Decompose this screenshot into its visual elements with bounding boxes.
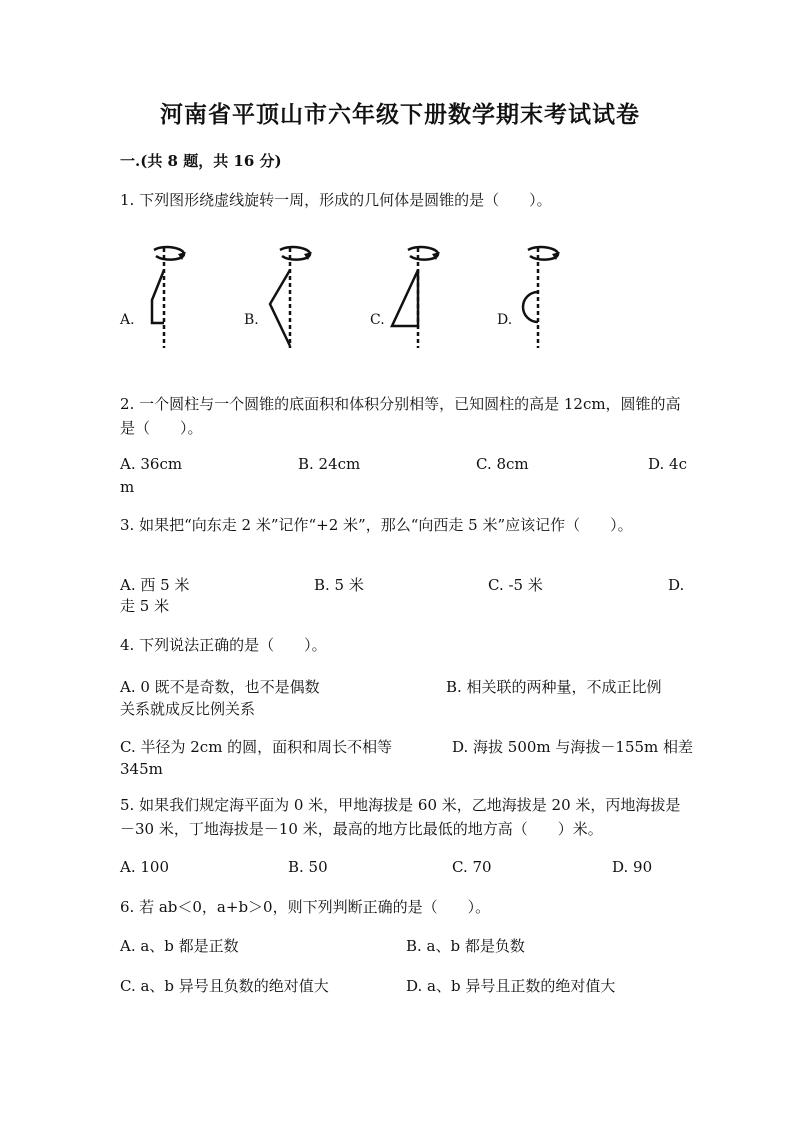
question-6: 6. 若 ab＜0，a+b＞0，则下列判断正确的是（ ）。 [120,898,491,916]
q3-option-b: B. 5 米 [314,576,364,594]
q4-option-c: C. 半径为 2cm 的圆，面积和周长不相等 [120,738,393,756]
q1-figure-d [512,240,582,350]
q6-option-b: B. a、b 都是负数 [406,937,525,955]
q6-option-c: C. a、b 异号且负数的绝对值大 [120,977,329,995]
q3-option-a: A. 西 5 米 [120,576,190,594]
question-2: 2. 一个圆柱与一个圆锥的底面积和体积分别相等，已知圆柱的高是 12cm，圆锥的高是（ ）。 [120,395,681,437]
question-1: 1. 下列图形绕虚线旋转一周，形成的几何体是圆锥的是（ ）。 [120,191,552,209]
q2-option-d-wrap: m [120,478,135,496]
q6-option-d: D. a、b 异号且正数的绝对值大 [406,977,616,995]
q2-option-d: D. 4c [648,455,687,473]
q2-option-c: C. 8cm [476,455,529,473]
question-5: 5. 如果我们规定海平面为 0 米，甲地海拔是 60 米，乙地海拔是 20 米，丙地海拔是－30 米，丁地海拔是－10 米，最高的地方比最低的地方高（ ）米。 [120,796,681,838]
section-heading: 一.(共 8 题，共 16 分) [120,152,282,170]
q5-option-a: A. 100 [120,858,169,876]
q5-option-b: B. 50 [288,858,328,876]
q2-option-a: A. 36cm [120,455,183,473]
q1-option-d-label: D. [497,312,513,328]
q4-option-b: B. 相关联的两种量，不成正比例 [446,678,662,696]
q4-option-d-wrap: 345m [120,760,163,778]
page-title: 河南省平顶山市六年级下册数学期末考试试卷 [160,101,640,128]
q1-option-a-label: A. [120,312,135,328]
question-4: 4. 下列说法正确的是（ ）。 [120,636,327,654]
q3-option-c: C. -5 米 [488,576,543,594]
q5-option-d: D. 90 [612,858,653,876]
q3-option-d: D. [668,576,685,594]
q4-option-b-wrap: 关系就成反比例关系 [120,700,256,718]
q4-option-d: D. 海拔 500m 与海拔－155m 相差 [452,738,694,756]
q1-figure-a [134,240,204,350]
question-3: 3. 如果把“向东走 2 米”记作“+2 米”，那么“向西走 5 米”应该记作（ ）。 [120,516,633,534]
q1-figure-b [262,240,332,350]
q3-option-d-wrap: 走 5 米 [120,597,170,615]
q2-option-b: B. 24cm [298,455,361,473]
q5-option-c: C. 70 [452,858,492,876]
q1-option-b-label: B. [244,312,259,328]
q6-option-a: A. a、b 都是正数 [120,937,239,955]
q1-figure-c [388,240,458,350]
q4-option-a: A. 0 既不是奇数，也不是偶数 [120,678,320,696]
q1-option-c-label: C. [370,312,385,328]
